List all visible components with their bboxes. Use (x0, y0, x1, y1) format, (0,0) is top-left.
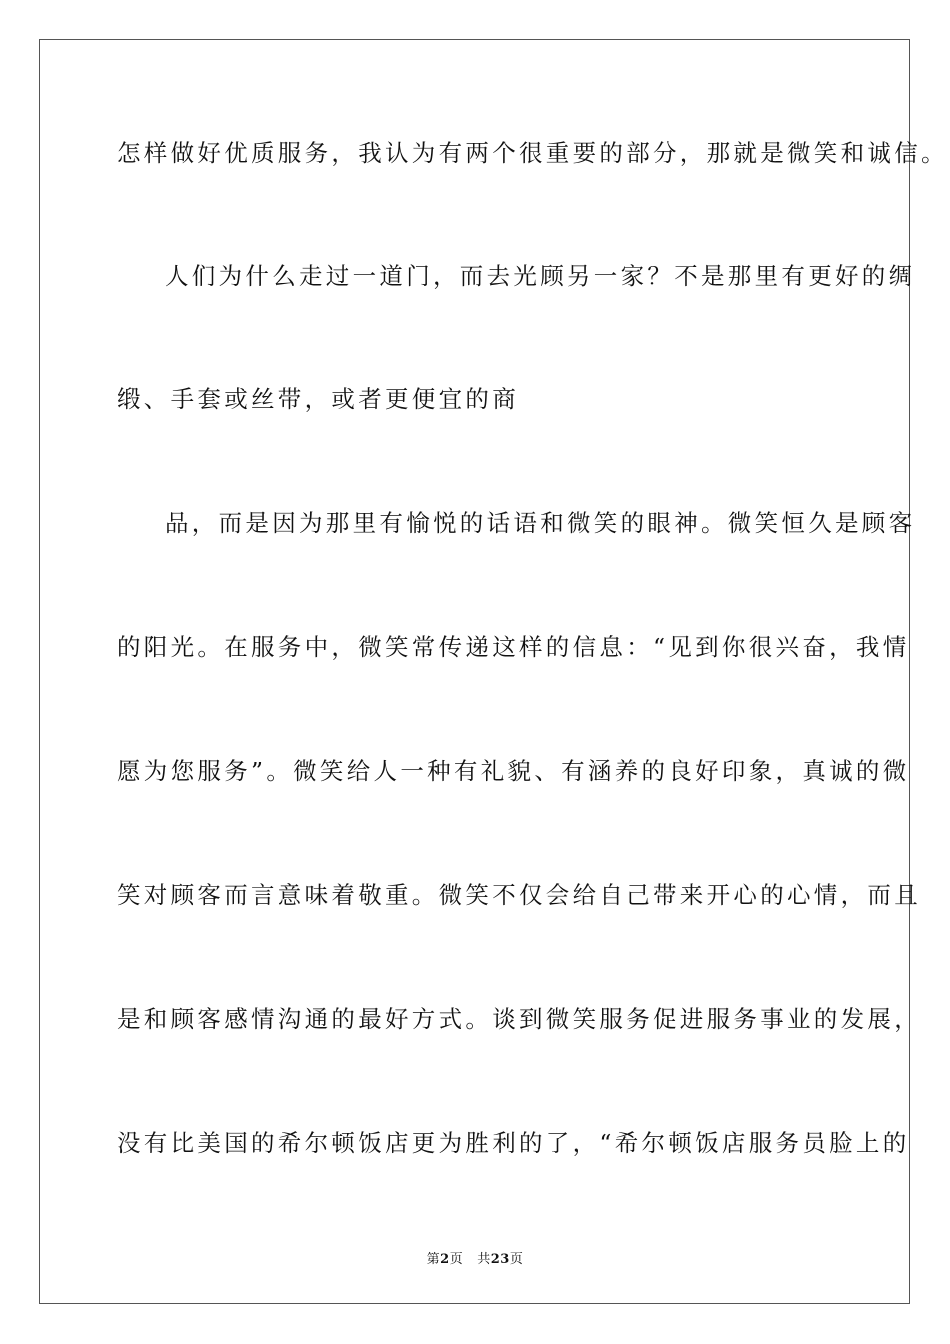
page-footer (0, 1248, 950, 1267)
page-number: 2 (440, 1252, 450, 1267)
total-prefix: 共 (477, 1252, 491, 1267)
text-line: 没有比美国的希尔顿饭店更为胜利的了，“希尔顿饭店服务员脸上的 (117, 1129, 910, 1157)
text-line: 人们为什么走过一道门，而去光顾另一家？不是那里有更好的绸 (165, 262, 916, 290)
page-suffix: 页 (449, 1252, 464, 1267)
total-pages: 23 (490, 1252, 510, 1267)
text-line: 笑对顾客而言意味着敬重。微笑不仅会给自己带来开心的心情，而且 (117, 881, 921, 909)
text-line: 缎、手套或丝带，或者更便宜的商 (117, 385, 519, 413)
text-line: 是和顾客感情沟通的最好方式。谈到微笑服务促进服务事业的发展， (117, 1005, 921, 1033)
total-suffix: 页 (509, 1252, 524, 1267)
text-line: 的阳光。在服务中，微笑常传递这样的信息：“见到你很兴奋，我情 (117, 633, 910, 661)
text-line: 品，而是因为那里有愉悦的话语和微笑的眼神。微笑恒久是顾客 (165, 509, 916, 537)
page-border (39, 39, 948, 1304)
text-line: 愿为您服务”。微笑给人一种有礼貌、有涵养的良好印象，真诚的微 (117, 757, 910, 785)
text-line: 怎样做好优质服务，我认为有两个很重要的部分，那就是微笑和诚信。 (117, 139, 948, 167)
page-prefix: 第 (426, 1252, 441, 1267)
